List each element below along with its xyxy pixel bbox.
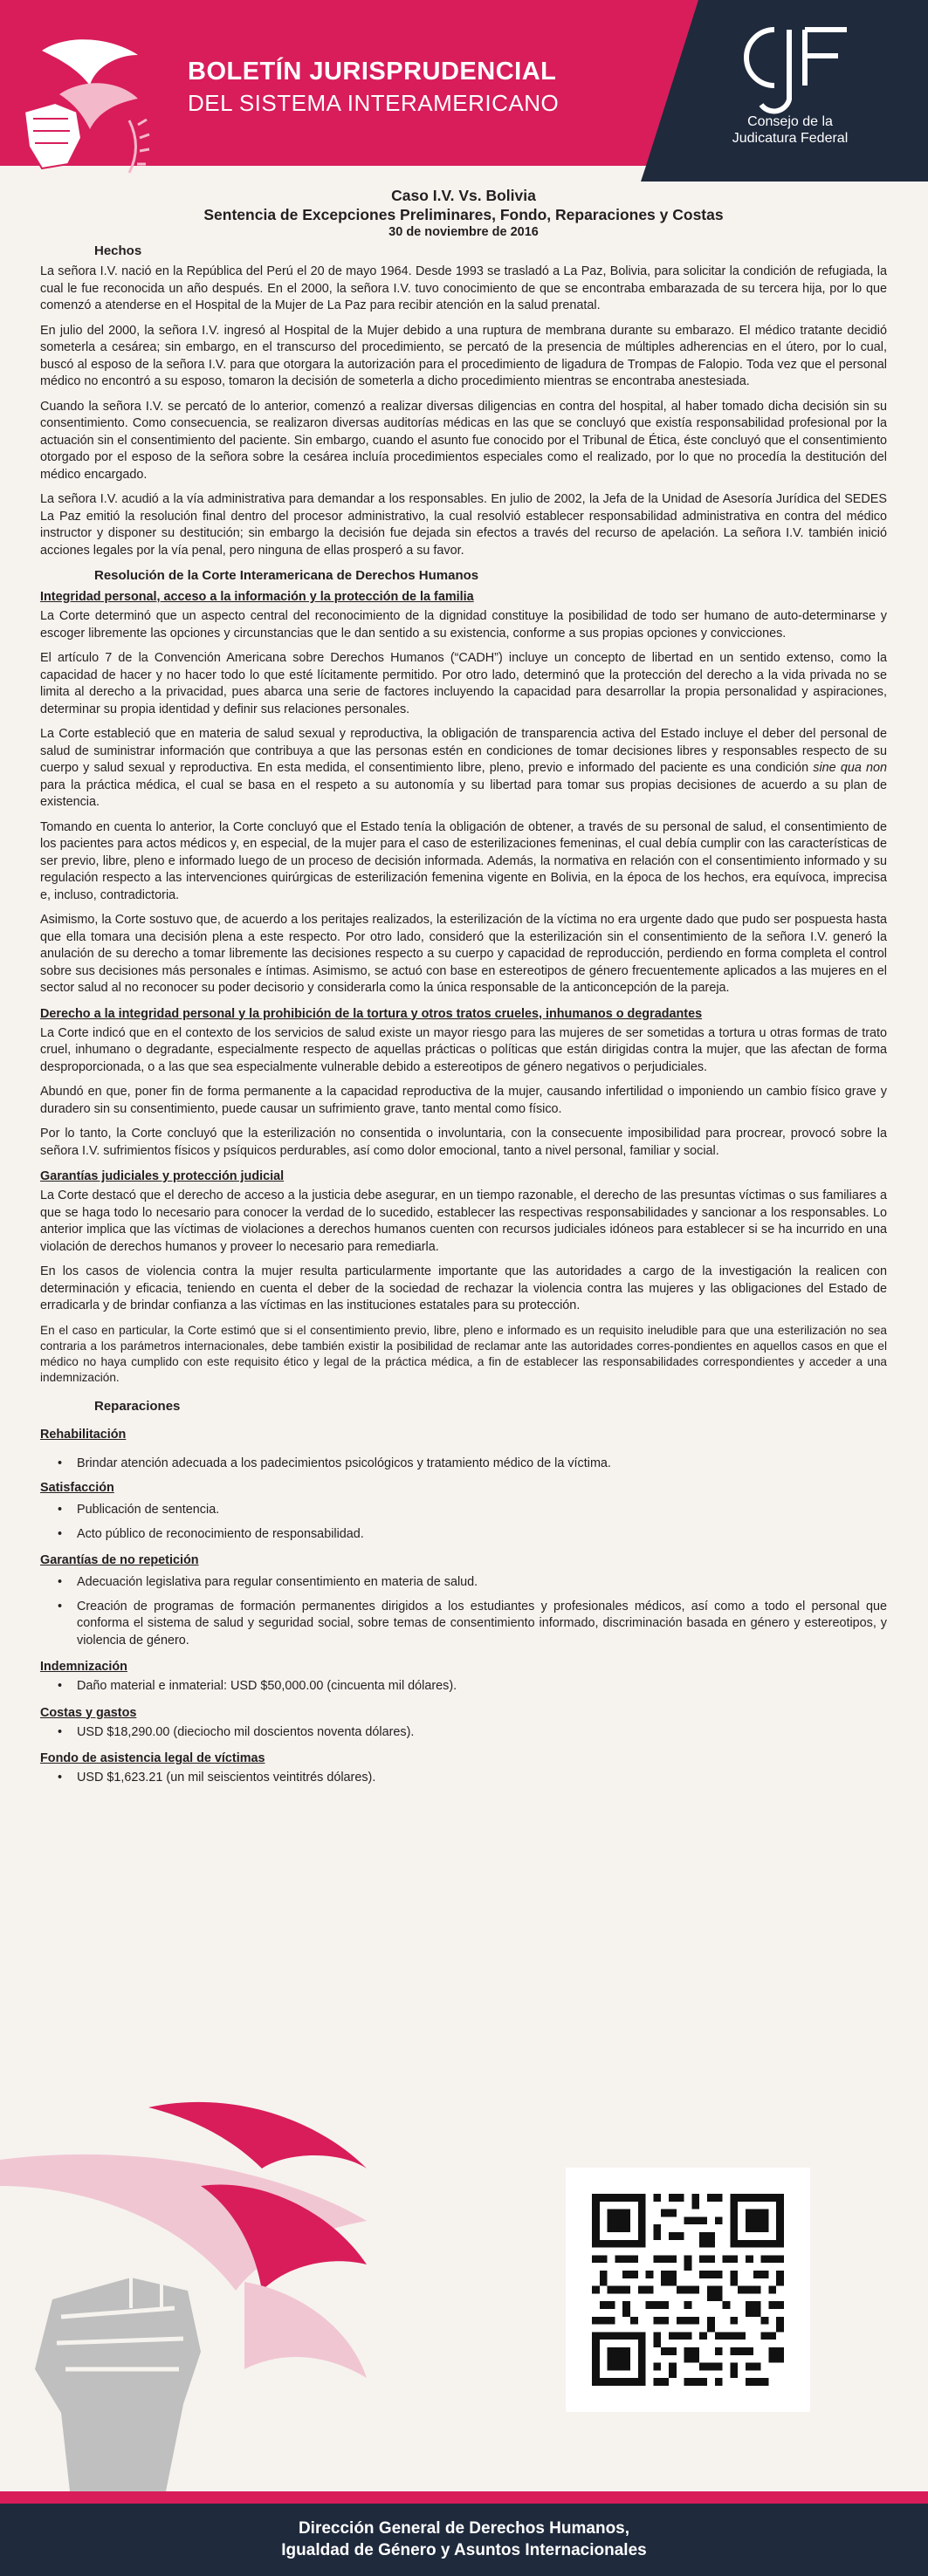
resolucion-paragraph: El artículo 7 de la Convención Americana sobre Derechos Humanos (“CADH”) incluye un concepto de libertad en un sentido extenso, como la capacidad de hacer y no hacer todo lo que esté lícitamente permitido. Por otro lado, determinó que la protección del derecho a la vida privada no se limita al derecho a la privacidad, pues abarca una serie de factores incluyendo la capacidad para desarrollar la propia personalidad y aspiraciones, determinar su propia identidad y definir sus relaciones personales. (40, 651, 887, 716)
resolucion-paragraph: En los casos de violencia contra la mujer resulta particularmente importante que las autoridades a cargo de la investigación la realicen con determinación y eficacia, teniendo en cuenta el deber de la sociedad de rechazar la violencia contra las mujeres y las obligaciones del Estado de erradicarla y de brindar confianza a las víctimas en las instituciones estatales para su protección. (40, 1264, 887, 1312)
text-span: La Corte estableció que en materia de salud sexual y reproductiva, la obligación de transparencia activa del Estado incluye el deber del personal de salud de suministrar información que contribuya a que las personas estén en condiciones de tomar decisiones libres y responsables respecto de su cuerpo y salud sexual y reproductiva. En esta medida, el consentimiento libre, pleno, previo e informado del paciente es una condición (40, 727, 887, 775)
reparacion-title: Costas y gastos (40, 1705, 137, 1720)
resolucion-paragraph: La Corte indicó que en el contexto de los servicios de salud existe un mayor riesgo para las mujeres de ser sometidas a tortura u otras formas de trato cruel, inhumano o degradante, especialmente respecto de aquellas prácticas o políticas que están dirigidas contra la mujer, que las afectan de forma desproporcionada, o a las que sea especialmente vulnerable debido a estereotipos de género negativos o perjudiciales. (40, 1025, 887, 1074)
case-subtitle: Sentencia de Excepciones Preliminares, Fondo, Reparaciones y Costas (203, 206, 724, 223)
reparacion-title: Garantías de no repetición (40, 1553, 199, 1567)
reparacion-group (40, 1704, 887, 1742)
resolucion-paragraph: Por lo tanto, la Corte concluyó que la esterilización no consentida o involuntaria, con la consecuente imposibilidad para procrear, provocó sobre la señora I.V. sufrimientos físicos y psíquicos perdurables, así como dolor emocional, tanto a nivel personal, familiar y social. (40, 1127, 887, 1158)
list-item: • Acto público de reconocimiento de responsabilidad. (77, 1526, 887, 1544)
footer-banner (0, 2491, 928, 2576)
resolucion-heading: Resolución de la Corte Interamericana de Derechos Humanos (94, 568, 479, 583)
footer-accent-bar (0, 2491, 928, 2504)
resolucion-paragraph: Abundó en que, poner fin de forma permanente a la capacidad reproductiva de la mujer, causando infertilidad o imponiendo un cambio físico grave y duradero sin su consentimiento, puede causar un sufrimiento grave, tanto mental como físico. (40, 1085, 887, 1116)
dove-fist-illustration (0, 2090, 559, 2491)
reparacion-title: Fondo de asistencia legal de víctimas (40, 1751, 265, 1765)
case-title: Caso I.V. Vs. Bolivia (391, 187, 536, 204)
text-span: para la práctica médica, el cual se basa en el respeto a su autonomía y su libertad para tomar sus propias decisiones de acuerdo a su plan de existencia. (40, 778, 887, 809)
list-item: • USD $18,290.00 (dieciocho mil doscientos noventa dólares). (77, 1724, 887, 1742)
reparacion-list (40, 1770, 887, 1787)
reparacion-title: Indemnización (40, 1660, 127, 1674)
reparacion-title: Rehabilitación (40, 1427, 127, 1442)
resolucion-paragraph: Tomando en cuenta lo anterior, la Corte concluyó que el Estado tenía la obligación de obtener, a través de su personal de salud, el consentimiento de los pacientes para actos médicos y, en especial, de la mujer para el caso de esterilizaciones femeninas, el cual debía cumplir con las características de ser previo, libre, pleno e informado luego de un proceso de decisión informada. Además, la normativa en relación con el consentimiento informado y su regulación respecto a las intervenciones quirúrgicas de esterilización femenina vigente en Bolivia, en la época de los hechos, era equívoca, imprecisa e, incluso, contradictoria. (40, 819, 887, 902)
reparacion-group (40, 1426, 887, 1473)
reparaciones-heading: Reparaciones (94, 1398, 181, 1414)
list-item: • USD $1,623.21 (un mil seiscientos veintitrés dólares). (77, 1770, 887, 1787)
main-content (40, 186, 887, 1796)
resolucion-paragraph: En el caso en particular, la Corte estimó que si el consentimiento previo, libre, pleno e informado es un requisito ineludible para que una esterilización no sea contraria a los parámetros internacionales, debe también existir la posibilidad de reclamar ante las autoridades corres-pondientes en aquellos casos en que el médico no haya cumplido con este requisito ético y legal de la práctica médica, a fin de establecer las responsabilidades correspondientes y acceder a una indemnización. (40, 1323, 887, 1384)
reparacion-group (40, 1658, 887, 1696)
list-item: • Adecuación legislativa para regular consentimiento en materia de salud. (77, 1574, 887, 1592)
bulletin-title: BOLETÍN JURISPRUDENCIAL (188, 58, 557, 86)
qr-code-panel (566, 2168, 810, 2412)
resolucion-paragraph: La Corte determinó que un aspecto central del reconocimiento de la dignidad constituye la posibilidad de todo ser humano de auto-determinarse y escoger libremente las opciones y circunstancias que le dan sentido a su existencia, conforme a sus propias opciones y convicciones. (40, 609, 887, 641)
integridad-heading: Integridad personal, acceso a la información y la protección de la familia (40, 590, 474, 604)
hechos-paragraph: En julio del 2000, la señora I.V. ingresó al Hospital de la Mujer debido a una ruptura de membrana durante su embarazo. El médico tratante decidió someterla a cesárea; sin embargo, en el transcurso del procedimiento, se percató de la presencia de múltiples adherencias en el útero, por lo cual, buscó al esposo de la señora I.V. para que otorgara la autorización para el procedimiento de ligadura de Trompas de Falopio. Toda vez que el personal médico no encontró a su esposo, tomaron la decisión de someterla a dicho procedimiento mientras se encontraba anestesiada. (40, 323, 887, 388)
reparacion-list (40, 1678, 887, 1696)
list-item: • Brindar atención adecuada a los padecimientos psicológicos y tratamiento médico de la víctima. (77, 1456, 887, 1473)
reparacion-group (40, 1479, 887, 1543)
case-date: 30 de noviembre de 2016 (388, 225, 539, 239)
hechos-paragraph: Cuando la señora I.V. se percató de lo anterior, comenzó a realizar diversas diligencias en contra del hospital, al haber tomado dicha decisión sin su consentimiento. Como consecuencia, se realizaron diversas auditorías médicas en las que se concluyó que existía responsabilidad profesional por la actuación sin el consentimiento del paciente. Sin embargo, cuando el asunto fue conocido por el Tribunal de Ética, éste concluyó que el consentimiento otorgado por el esposo de la señora sobre la cesárea incluía procedimientos especiales como el realizado, por lo que no procedía la destitución del médico encargado. (40, 399, 887, 482)
list-item: • Daño material e inmaterial: USD $50,000.00 (cincuenta mil dólares). (77, 1678, 887, 1696)
org-name (725, 113, 856, 147)
qr-code (592, 2194, 784, 2386)
hechos-paragraph: La señora I.V. acudió a la vía administrativa para demandar a los responsables. En julio de 2002, la Jefa de la Unidad de Asesoría Jurídica del SEDES La Paz emitió la resolución final dentro del procesor administrativo, la cual resolvió establecer responsabilidad administrativa en contra del médico instructor y disponer su destitución; sin embargo la decisión fue dejada sin efectos a través del recurso de apelación. La señora I.V. también inició acciones legales por la vía penal, pero ninguna de ellas prosperó a su favor. (40, 492, 887, 558)
hechos-heading: Hechos (94, 243, 142, 258)
latin-phrase: sine qua non (813, 761, 887, 775)
header-banner (0, 0, 928, 182)
footer-text (0, 2518, 928, 2561)
reparacion-list (40, 1502, 887, 1543)
list-item: • Publicación de sentencia. (77, 1502, 887, 1519)
org-name-line1: Consejo de la (747, 114, 833, 129)
resolucion-paragraph (40, 726, 887, 812)
resolucion-paragraph: La Corte destacó que el derecho de acceso a la justicia debe asegurar, en un tiempo razonable, el derecho de las presuntas víctimas o sus familiares a que se haga todo lo necesario para conocer la verdad de lo sucedido, establecer las respectivas responsabilidades y sancionar a los responsables. Lo anterior implica que las víctimas de violaciones a derechos humanos cuenten con recursos judiciales idóneos para establecer si se ha incurrido en una violación de derechos humanos y proveer lo necesario para remediarla. (40, 1189, 887, 1254)
footer-line2: Igualdad de Género y Asuntos Internacionales (281, 2541, 647, 2559)
bulletin-subtitle: DEL SISTEMA INTERAMERICANO (188, 90, 560, 116)
reparacion-list (40, 1456, 887, 1473)
org-name-line2: Judicatura Federal (732, 131, 849, 146)
reparacion-list (40, 1574, 887, 1649)
dove-fist-logo (7, 16, 182, 182)
footer-line1: Dirección General de Derechos Humanos, (298, 2519, 630, 2538)
garantias-heading: Garantías judiciales y protección judicial (40, 1169, 285, 1183)
resolucion-paragraph: Asimismo, la Corte sostuvo que, de acuerdo a los peritajes realizados, la esterilización de la víctima no era urgente dado que pudo ser pospuesta hasta que ella tomara una decisión plena a este respecto. Por otro lado, consideró que la esterilización sin el consentimiento de la señora I.V. generó la anulación de su derecho a tomar libremente las decisiones respecto a su cuerpo y capacidad de reproducción, perdiendo en forma completa el control sobre sus decisiones más personales e íntimas. Asimismo, se actuó con base en estereotipos de género frecuentemente aplicados a las mujeres en el sector salud al no reconocer su poder decisorio y considerarla como la única responsable de la anticoncepción de la pareja. (40, 913, 887, 995)
cjf-logo (735, 19, 857, 115)
reparacion-list (40, 1724, 887, 1742)
reparacion-group (40, 1750, 887, 1787)
reparacion-title: Satisfacción (40, 1481, 114, 1495)
list-item: • Creación de programas de formación permanentes dirigidos a los estudiantes y profesionales médicos, así como a todo el personal que conforma el sistema de salud y seguridad social, sobre temas de consentimiento informado, discriminación basada en género y estereotipos, y violencia de género. (77, 1599, 887, 1650)
reparacion-group (40, 1552, 887, 1649)
tortura-heading: Derecho a la integridad personal y la prohibición de la tortura y otros tratos crueles, inhumanos o degradantes (40, 1006, 703, 1021)
hechos-paragraph: La señora I.V. nació en la República del Perú el 20 de mayo 1964. Desde 1993 se trasladó a La Paz, Bolivia, para solicitar la condición de refugiada, la cual le fue reconocida un año después. En el 2000, la señora I.V. tuvo conocimiento de que se encontraba embarazada de su tercera hija, por lo que comenzó a atenderse en el Hospital de la Mujer de La Paz para recibir atención en la salud prenatal. (40, 264, 887, 312)
